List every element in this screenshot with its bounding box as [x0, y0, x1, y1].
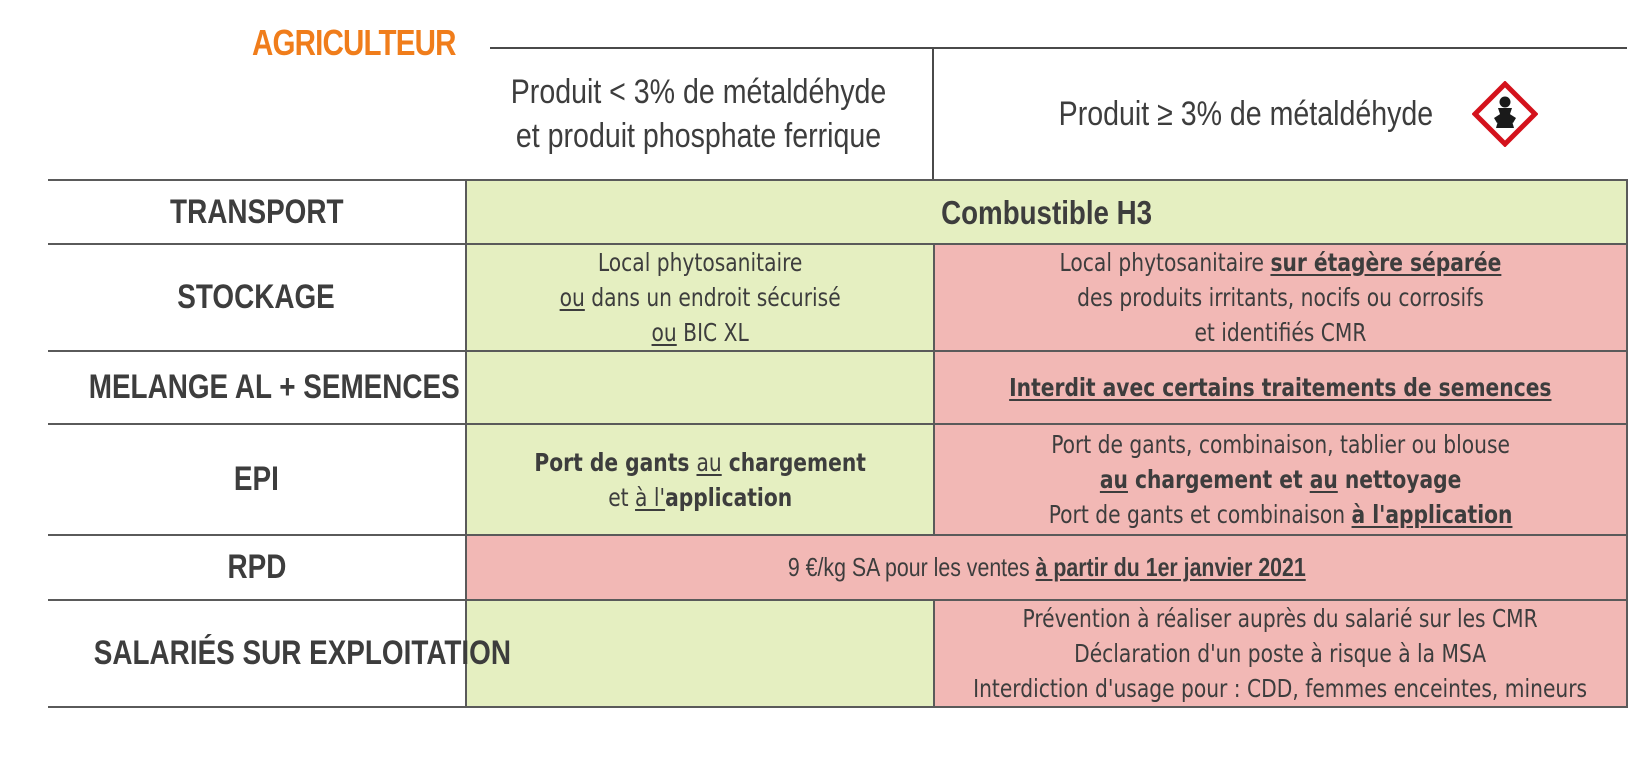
column-header-low-line2: et produit phosphate ferrique — [516, 117, 882, 155]
epi-high-cell: Port de gants, combinaison, tablier ou blouse au chargement et au nettoyage Port de gants et combinaison à l'application — [934, 424, 1627, 535]
table-row-stockage — [48, 244, 1627, 351]
column-header-high-metaldehyde — [934, 48, 1627, 180]
rpd-merged-cell: 9 €/kg SA pour les ventes à partir du 1er janvier 2021 — [466, 535, 1627, 600]
table-row-rpd — [48, 535, 1627, 600]
row-label-salaries: SALARIÉS SUR EXPLOITATION — [48, 600, 466, 707]
health-hazard-pictogram-icon — [1472, 81, 1538, 147]
table-row-transport — [48, 180, 1627, 244]
epi-low-cell: Port de gants au chargement et à l'application — [466, 424, 934, 535]
stockage-low-cell: Local phytosanitaire ou dans un endroit sécurisé ou BIC XL — [466, 244, 934, 351]
row-label-stockage: STOCKAGE — [48, 244, 466, 351]
stockage-high-cell: Local phytosanitaire sur étagère séparée des produits irritants, nocifs ou corrosifs et identifiés CMR — [934, 244, 1627, 351]
table-row-epi — [48, 424, 1627, 535]
column-header-low-line1: Produit < 3% de métaldéhyde — [511, 73, 887, 111]
melange-low-cell — [466, 351, 934, 424]
transport-merged-cell: Combustible H3 — [466, 180, 1627, 244]
page-title: AGRICULTEUR — [252, 22, 456, 63]
table-row-melange — [48, 351, 1627, 424]
row-label-rpd: RPD — [48, 535, 466, 600]
salaries-high-cell: Prévention à réaliser auprès du salarié sur les CMR Déclaration d'un poste à risque à la MSA Interdiction d'usage pour : CDD, femmes enceintes, mineurs — [934, 600, 1627, 707]
column-header-low-metaldehyde — [466, 48, 932, 180]
melange-high-cell: Interdit avec certains traitements de semences — [934, 351, 1627, 424]
regulations-table — [48, 179, 1628, 708]
column-header-high-label: Produit ≥ 3% de métaldéhyde — [1058, 95, 1433, 133]
row-label-melange: MELANGE AL + SEMENCES — [48, 351, 466, 424]
row-label-transport: TRANSPORT — [48, 180, 466, 244]
table-row-salaries — [48, 600, 1627, 707]
salaries-low-cell — [466, 600, 934, 707]
row-label-epi: EPI — [48, 424, 466, 535]
